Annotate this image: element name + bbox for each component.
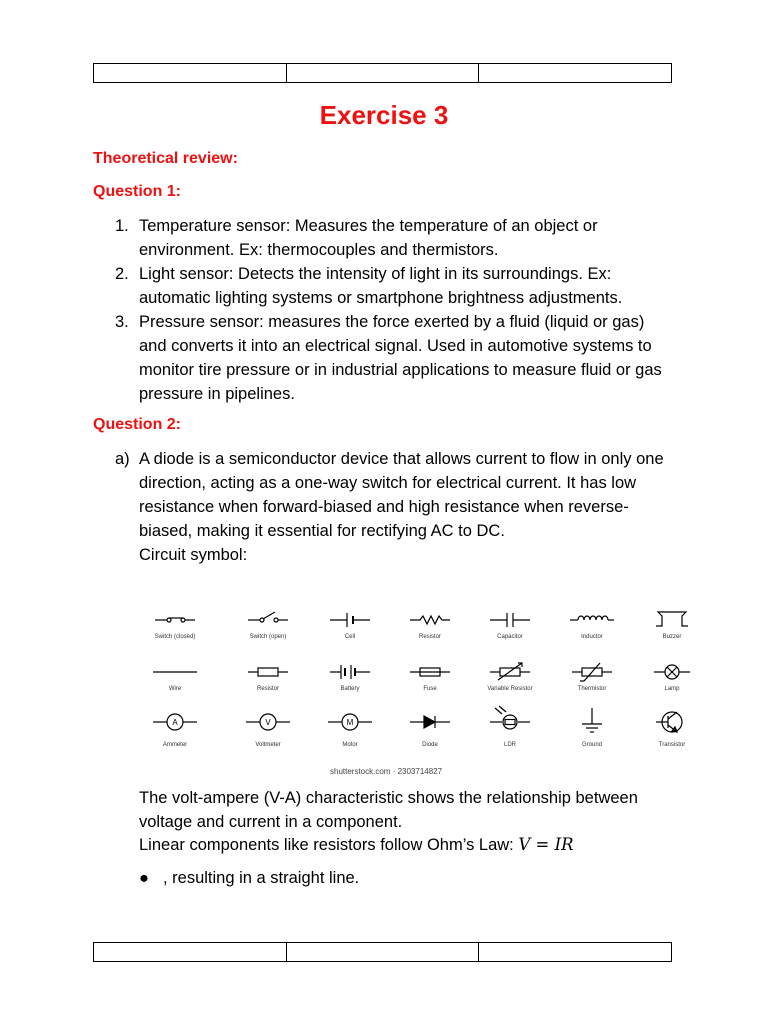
ohm-law-text: Linear components like resistors follow Ohm’s Law: [139, 836, 519, 854]
ammeter-letter: A [172, 718, 178, 727]
symbol-label: Inductor [581, 634, 603, 640]
resistor-box-icon [248, 668, 288, 676]
diode-description: A diode is a semiconductor device that allows current to flow in only one direction, acting as a one-way switch for electrical current. It has low resistance when forward-biased and high resistance when reverse-biased, making it essential for rectifying AC to DC. [139, 450, 664, 540]
battery-icon [330, 665, 370, 679]
circuit-symbol-label: Circuit symbol: [139, 546, 248, 564]
symbol-label: Resistor [256, 686, 280, 692]
bullet-icon: ● [139, 869, 149, 887]
fuse-icon [410, 668, 450, 676]
symbol-label: Switch (closed) [154, 634, 196, 640]
bullet-text: , resulting in a straight line. [163, 869, 360, 887]
capacitor-icon [490, 613, 530, 627]
va-paragraph: The volt-ampere (V-A) characteristic shows the relationship between voltage and current in a component. [139, 789, 638, 831]
image-credit: shutterstock.com · 2303714827 [330, 767, 443, 776]
symbol-label: Ground [581, 742, 603, 748]
symbol-label: Lamp [664, 686, 680, 692]
motor-letter: M [346, 718, 354, 727]
thermistor-icon [572, 663, 612, 681]
switch-closed-icon [155, 618, 195, 622]
footer-cell-1 [94, 943, 287, 961]
diode-icon [410, 716, 450, 728]
transistor-icon [656, 712, 682, 732]
list-item-number: 2. [115, 265, 129, 283]
symbol-label: Switch (open) [249, 634, 287, 640]
list-item [115, 447, 675, 567]
question2-heading: Question 2: [93, 416, 182, 433]
symbol-label: Voltmeter [255, 742, 281, 748]
symbol-label: Wire [168, 686, 182, 692]
list-item-text: Pressure sensor: measures the force exerted by a fluid (liquid or gas) and converts it into an electrical signal. Used in automotive systems to monitor tire pressure or in industrial applications to measure fluid or gas pressure in pipelines. [139, 313, 662, 403]
footer-cell-2 [287, 943, 480, 961]
symbol-label: Ammeter [162, 742, 188, 748]
list-item-number: 1. [115, 217, 129, 235]
footer-cell-3 [479, 943, 671, 961]
symbol-label: Capacitor [497, 634, 523, 640]
symbol-label: Fuse [423, 686, 437, 692]
header-cell-1 [94, 64, 287, 82]
question2-list [115, 447, 675, 567]
header-table [93, 63, 672, 83]
variable-resistor-icon [490, 663, 530, 680]
list-item-text: Light sensor: Detects the intensity of light in its surroundings. Ex: automatic lighting systems or smartphone brightness adjustments. [139, 265, 623, 307]
symbol-label: Diode [422, 742, 438, 748]
symbol-label: LDR [503, 742, 517, 748]
buzzer-icon [656, 612, 688, 626]
header-cell-2 [287, 64, 480, 82]
list-item-text: Temperature sensor: Measures the temperature of an object or environment. Ex: thermocouples and thermistors. [139, 217, 598, 259]
symbol-label: Variable Resistor [487, 686, 533, 692]
list-item [115, 262, 675, 310]
ohm-law-line [139, 833, 679, 857]
list-item-number: 3. [115, 313, 129, 331]
symbol-label: Battery [340, 686, 360, 692]
symbol-label: Cell [344, 634, 356, 640]
resistor-zigzag-icon [410, 616, 450, 624]
question1-heading: Question 1: [93, 183, 182, 200]
symbol-label: Resistor [418, 634, 442, 640]
symbol-label: Buzzer [662, 634, 682, 640]
symbol-label: Transistor [658, 742, 686, 748]
switch-open-icon [248, 612, 288, 622]
voltmeter-letter: V [265, 718, 271, 727]
lamp-icon [654, 665, 690, 679]
question1-list [115, 214, 675, 406]
ldr-icon [490, 706, 530, 729]
inductor-icon [570, 616, 614, 620]
bullet-item [139, 866, 359, 890]
header-cell-3 [479, 64, 671, 82]
footer-table [93, 942, 672, 962]
circuit-symbols-chart [140, 600, 710, 780]
ohm-law-formula: V = IR [518, 835, 574, 854]
page-title: Exercise 3 [319, 100, 449, 130]
cell-icon [330, 613, 370, 627]
symbol-label: Thermistor [577, 686, 607, 692]
list-item [115, 214, 675, 262]
ground-icon [582, 708, 602, 732]
symbol-label: Motor [342, 742, 358, 748]
list-item [115, 310, 675, 406]
section-heading: Theoretical review: [93, 150, 238, 167]
list-item-letter: a) [115, 450, 130, 468]
